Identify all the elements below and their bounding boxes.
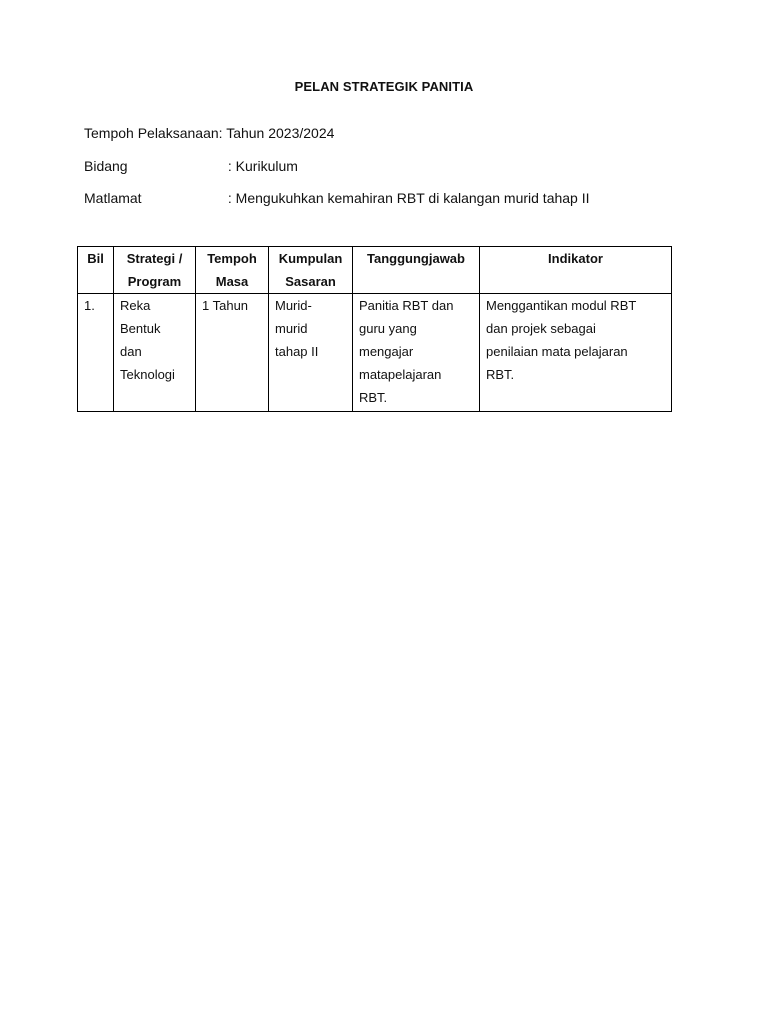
bidang-row bbox=[84, 158, 298, 174]
strategic-plan-table bbox=[77, 246, 672, 412]
header-strategi bbox=[114, 247, 196, 294]
cell-kumpulan bbox=[269, 294, 353, 412]
cell-strategi bbox=[114, 294, 196, 412]
cell-indikator bbox=[480, 294, 672, 412]
cell-bil: 1. bbox=[78, 294, 114, 412]
header-strategi-line: Strategi / bbox=[126, 251, 183, 266]
tempoh-label: Tempoh Pelaksanaan: bbox=[84, 125, 223, 141]
table-row bbox=[78, 294, 672, 412]
matlamat-label: Matlamat bbox=[84, 190, 142, 206]
cell-tempoh: 1 Tahun bbox=[196, 294, 269, 412]
matlamat-row bbox=[84, 190, 590, 206]
bidang-label: Bidang bbox=[84, 158, 128, 174]
cell-tanggungjawab-line: matapelajaran bbox=[359, 367, 442, 382]
header-indikator: Indikator bbox=[480, 247, 672, 294]
table-header-row bbox=[78, 247, 672, 294]
document-title: PELAN STRATEGIK PANITIA bbox=[294, 79, 474, 94]
cell-strategi-line: dan bbox=[120, 344, 142, 359]
header-bil: Bil bbox=[78, 247, 114, 294]
cell-indikator-line: RBT. bbox=[486, 367, 515, 382]
cell-kumpulan-line: tahap II bbox=[275, 344, 319, 359]
cell-tanggungjawab-line: guru yang bbox=[359, 321, 417, 336]
cell-kumpulan-line: murid bbox=[275, 321, 308, 336]
cell-strategi-line: Reka bbox=[120, 298, 151, 313]
header-tempoh bbox=[196, 247, 269, 294]
header-kumpulan bbox=[269, 247, 353, 294]
cell-indikator-line: penilaian mata pelajaran bbox=[486, 344, 628, 359]
cell-kumpulan-line: Murid- bbox=[275, 298, 312, 313]
tempoh-value: Tahun 2023/2024 bbox=[226, 125, 335, 141]
cell-strategi-line: Teknologi bbox=[120, 367, 175, 382]
header-strategi-line: Program bbox=[127, 274, 182, 289]
bidang-value: : Kurikulum bbox=[227, 158, 298, 174]
cell-tanggungjawab bbox=[353, 294, 480, 412]
header-tempoh-line: Tempoh bbox=[207, 251, 257, 266]
cell-indikator-line: dan projek sebagai bbox=[486, 321, 596, 336]
cell-tanggungjawab-line: mengajar bbox=[359, 344, 414, 359]
cell-indikator-line: Menggantikan modul RBT bbox=[486, 298, 637, 313]
header-kumpulan-line: Kumpulan bbox=[278, 251, 343, 266]
tempoh-row bbox=[84, 125, 334, 141]
cell-tanggungjawab-line: Panitia RBT dan bbox=[359, 298, 454, 313]
header-tempoh-line: Masa bbox=[215, 274, 249, 289]
header-kumpulan-line: Sasaran bbox=[285, 274, 336, 289]
matlamat-value: : Mengukuhkan kemahiran RBT di kalangan murid tahap II bbox=[227, 190, 590, 206]
cell-strategi-line: Bentuk bbox=[120, 321, 161, 336]
header-tanggungjawab: Tanggungjawab bbox=[353, 247, 480, 294]
cell-tanggungjawab-line: RBT. bbox=[359, 390, 388, 405]
